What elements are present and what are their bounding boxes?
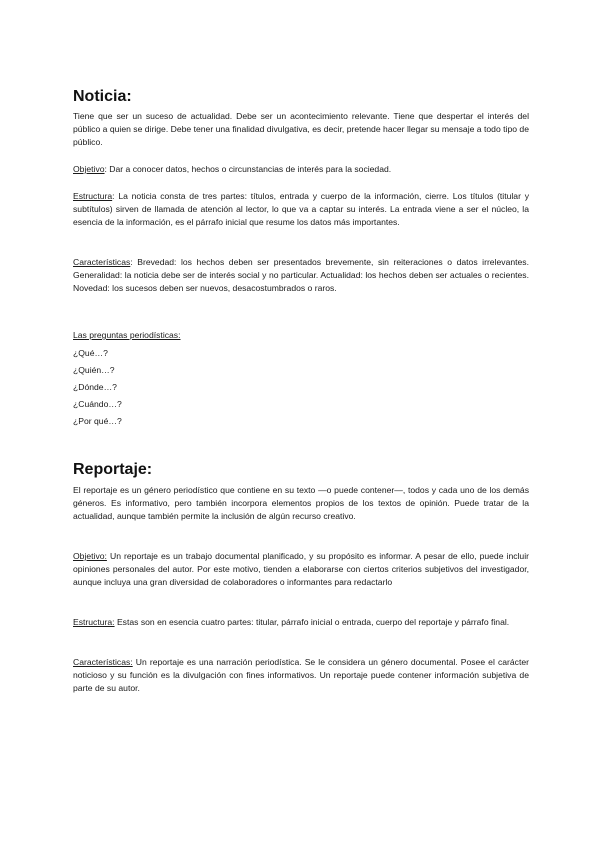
- noticia-caracteristicas: [73, 256, 529, 296]
- reportaje-estructura-text: Estas son en esencia cuatro partes: titular, párrafo inicial o entrada, cuerpo del reportaje y párrafo final.: [114, 617, 510, 627]
- pregunta-item: ¿Cuándo…?: [73, 399, 122, 409]
- noticia-estructura-text: : La noticia consta de tres partes: títulos, entrada y cuerpo de la información, cierre. Los títulos (titular y subtítulos) sirven de llamada de atención al lector, lo que va a captar su interés. La entrada viene a ser el núcleo, la esencia de la información, es el párrafo inicial que resume los datos más importantes.: [73, 191, 529, 228]
- noticia-objetivo-label: Objetivo: [73, 164, 105, 174]
- pregunta-item: ¿Quién…?: [73, 365, 115, 375]
- pregunta-item: ¿Qué…?: [73, 348, 108, 358]
- pregunta-item: ¿Dónde…?: [73, 382, 117, 392]
- reportaje-caracteristicas: [73, 656, 529, 696]
- section-title-noticia: Noticia:: [73, 88, 132, 105]
- reportaje-objetivo: [73, 550, 529, 590]
- noticia-intro: Tiene que ser un suceso de actualidad. Debe ser un acontecimiento relevante. Tiene que despertar el interés del público a quien se dirige. Debe tener una finalidad divulgativa, es decir, pretende hacer llegar su mensaje a todo tipo de público.: [73, 111, 529, 148]
- pregunta-item: ¿Por qué…?: [73, 416, 122, 426]
- noticia-estructura-label: Estructura: [73, 191, 113, 201]
- reportaje-intro: El reportaje es un género periodístico que contiene en su texto —o puede contener—, todos y cada uno de los demás géneros. Es informativo, pero también incorpora elementos propios de los textos de opinión. Puede tratar de la actualidad, aunque también permite la inclusión de algún recurso creativo.: [73, 485, 529, 522]
- noticia-objetivo: [73, 163, 529, 176]
- reportaje-estructura-label: Estructura:: [73, 617, 115, 627]
- reportaje-caracteristicas-text: Un reportaje es una narración periodística. Se le considera un género documental. Posee el carácter noticioso y su función es la divulgación con fines informativos. Un reportaje puede contener información subjetiva de parte de su autor.: [73, 657, 529, 694]
- reportaje-objetivo-text: Un reportaje es un trabajo documental planificado, y su propósito es informar. A pesar de ello, puede incluir opiniones personales del autor. Por este motivo, tienden a elaborarse con ciertos criterios subjetivos del investigador, aunque incluya una gran diversidad de colaboradores o informantes para redactarlo: [73, 551, 529, 588]
- noticia-objetivo-text: : Dar a conocer datos, hechos o circunstancias de interés para la sociedad.: [104, 164, 392, 174]
- noticia-caracteristicas-text: : Brevedad: los hechos deben ser presentados brevemente, sin reiteraciones o datos irrelevantes. Generalidad: la noticia debe ser de interés social y no particular. Actualidad: los hechos deben ser actuales o recientes. Novedad: los sucesos deben ser nuevos, desacostumbrados o raros.: [73, 257, 529, 294]
- section-title-reportaje: Reportaje:: [73, 461, 153, 478]
- reportaje-objetivo-label: Objetivo:: [73, 551, 107, 561]
- noticia-caracteristicas-label: Características: [73, 257, 131, 267]
- preguntas-label: Las preguntas periodísticas:: [73, 330, 181, 340]
- reportaje-caracteristicas-label: Características:: [73, 657, 133, 667]
- reportaje-estructura: [73, 616, 529, 629]
- noticia-estructura: [73, 190, 529, 230]
